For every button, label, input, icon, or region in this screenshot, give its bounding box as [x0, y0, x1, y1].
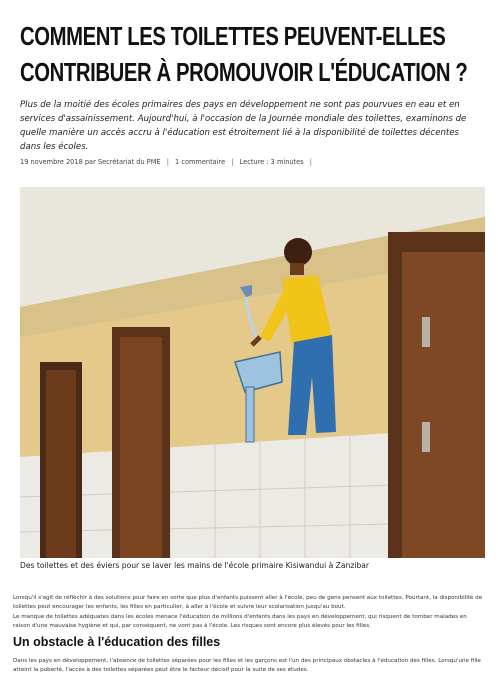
body-paragraph: Lorsqu'il s'agit de réfléchir à des solutions pour faire en sorte que plus d'enfants puissent aller à l'école, peu de gens pensent aux toilettes. Pourtant, la disponibilité de toilettes peut encourager les enfants, les filles en particulier, à aller à l'école et suivre leur scolarisation jusqu'au bout.	[13, 595, 483, 610]
photo-caption: Des toilettes et des éviers pour se laver les mains de l'école primaire Kisiwandui à Zanzibar	[20, 561, 370, 570]
body-paragraph: Dans les pays en développement, l'absence de toilettes séparées pour les filles et les garçons est l'un des principaux obstacles à l'éducation des filles. Lorsqu'une fille atteint la puberté, l'accès à des toilettes séparées peut être le facteur décisif pour la suite de ses études.	[13, 658, 481, 673]
meta-separator: |	[231, 158, 234, 166]
article-intro: Plus de la moitié des écoles primaires des pays en développement ne sont pas pourvues en eau et en services d'assainissement. Aujourd'hui, à l'occasion de la Journée mondiale des toilettes, examinons de quelle manière un accès accru à l'éducation est étroitement lié à la disponibilité de toilettes décentes dans les écoles.	[20, 100, 467, 152]
meta-reading-time: Lecture : 3 minutes	[239, 158, 304, 166]
title-line-1: COMMENT LES TOILETTES PEUVENT-ELLES	[20, 21, 446, 51]
meta-separator: |	[166, 158, 169, 166]
body-paragraph: Le manque de toilettes adéquates dans les écoles menace l'éducation de millions d'enfants dans les pays en développement, qui risquent de tomber malades en raison d'une mauvaise hygiène et qui, par conséquent, ne vont pas à l'école. Les risques sont encore plus élevés pour les filles.	[13, 614, 467, 629]
article-title	[20, 18, 488, 90]
article-photo	[20, 187, 485, 558]
article-meta	[20, 158, 480, 166]
section-heading: Un obstacle à l'éducation des filles	[13, 635, 221, 649]
meta-date-author: 19 novembre 2018 par Secrétariat du PME	[20, 158, 161, 166]
meta-comments-link[interactable]: 1 commentaire	[175, 158, 226, 166]
meta-separator: |	[309, 158, 312, 166]
title-line-2: CONTRIBUER À PROMOUVOIR L'ÉDUCATION ?	[20, 57, 468, 87]
photo-illustration	[20, 187, 485, 558]
